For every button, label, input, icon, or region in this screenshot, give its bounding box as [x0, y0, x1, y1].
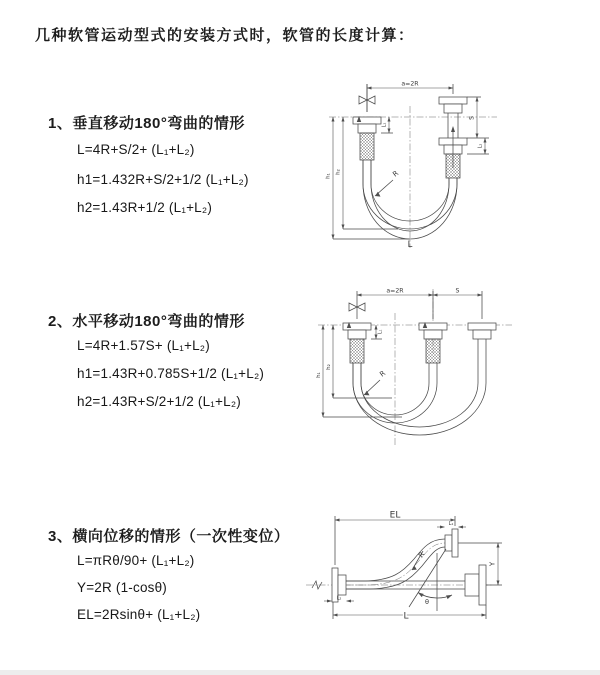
radius-label: R [391, 169, 401, 179]
dim-label-h2: h₂ [335, 169, 342, 175]
formula-L: L=4R+S/2+ (L₁+L₂) [77, 142, 195, 157]
scan-edge [0, 670, 600, 675]
left-flange-fitting [353, 116, 381, 160]
upper-flange-hub [445, 535, 452, 551]
dim-label-l1: L₁ [378, 329, 384, 334]
dimensions [316, 288, 482, 418]
radius-label: R [378, 369, 388, 379]
left-flange-fitting [343, 322, 371, 363]
page-title: 几种软管运动型式的安装方式时，软管的长度计算： [35, 27, 415, 44]
section-horizontal-movement [0, 303, 312, 433]
middle-flange-fitting [419, 322, 447, 363]
dim-label-l2: L₂ [336, 595, 342, 602]
formula-h1: h1=1.43R+0.785S+1/2 (L₁+L₂) [77, 366, 265, 381]
section-lateral-displacement [0, 518, 312, 638]
dim-label-h1: h₁ [316, 372, 322, 378]
diagram-vertical-180-bend [313, 76, 518, 254]
radius-label: R [417, 550, 427, 560]
formula-EL: EL=2Rsinθ+ (L₁+L₂) [77, 607, 201, 622]
length-label: L [407, 240, 413, 250]
dim-label-el: EL [389, 510, 401, 521]
right-flange-fitting-two-positions [439, 97, 467, 178]
formula-h2: h2=1.43R+1/2 (L₁+L₂) [77, 200, 213, 215]
section-1-heading: 1、垂直移动180°弯曲的情形 [48, 115, 245, 132]
formula-L: L=πRθ/90+ (L₁+L₂) [77, 553, 195, 568]
movement-arrow-icon [451, 126, 455, 132]
centerlines [329, 106, 497, 248]
dim-label-l1: L₁ [381, 122, 388, 128]
dim-label-y: Y [488, 561, 497, 567]
hose-u-bend-two-positions [353, 343, 486, 435]
centerlines [318, 289, 512, 445]
dim-label-h2: h₂ [326, 364, 332, 370]
section-3-heading: 3、横向位移的情形（一次性变位） [48, 528, 290, 545]
braided-hose-section [350, 339, 364, 363]
section-2-heading: 2、水平移动180°弯曲的情形 [48, 313, 245, 330]
dim-label-a2r: a=2R [386, 287, 404, 295]
dim-label-s: S [455, 287, 460, 295]
right-flange-fitting-moved-position [468, 323, 496, 343]
upper-flange-plate [452, 529, 458, 557]
dimensions [324, 511, 502, 622]
dimensions [326, 81, 490, 251]
angle-label: θ [425, 598, 429, 606]
dim-label-l1: L₁ [448, 521, 454, 527]
diagram-lateral-displacement [300, 503, 595, 641]
dim-label-h1: h₁ [325, 173, 332, 179]
dim-label-s: S [468, 116, 476, 120]
section-vertical-movement [0, 104, 312, 234]
braided-hose-section [360, 133, 374, 160]
formula-Y: Y=2R (1-cosθ) [77, 580, 168, 595]
dim-label-l: L [403, 611, 409, 622]
pipe-break-icon [312, 581, 322, 589]
formula-L: L=4R+1.57S+ (L₁+L₂) [77, 338, 210, 353]
s-curved-hose-displaced [346, 529, 458, 589]
dim-label-l2: L₂ [477, 143, 484, 149]
diagram-horizontal-180-bend [312, 283, 527, 465]
formula-h1: h1=1.432R+S/2+1/2 (L₁+L₂) [77, 172, 249, 187]
dim-label-a2r: a=2R [401, 80, 419, 88]
formula-h2: h2=1.43R+S/2+1/2 (L₁+L₂) [77, 394, 241, 409]
braided-hose-section [426, 339, 440, 363]
